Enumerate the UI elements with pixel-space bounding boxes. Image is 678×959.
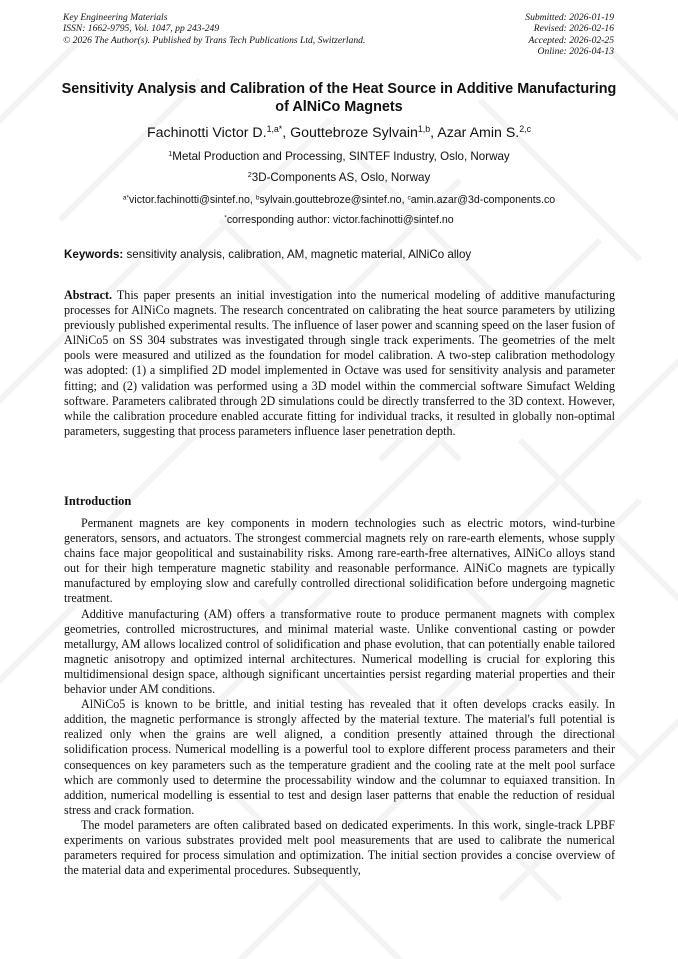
author-list xyxy=(40,124,638,142)
submitted-date: Submitted: 2026-01-19 xyxy=(525,12,614,23)
email-mark: b xyxy=(255,194,260,202)
issn-line: ISSN: 1662-9795, Vol. 1047, pp 243-249 xyxy=(63,23,220,35)
affiliation-text: Metal Production and Processing, SINTEF Industry, Oslo, Norway xyxy=(172,150,510,163)
email-separator: , xyxy=(401,194,408,206)
author-separator: , xyxy=(430,125,438,141)
introduction-paragraph: Additive manufacturing (AM) offers a transformative route to produce permanent magnets with complex geometries, controlled microstructures, and minimal material waste. Unlike conventional casting or powder metallurgy, AM allows localized control of solidification and phase evolution, that can potentially enable tailored magnetic anisotropy and optimized internal architectures. Numerical modelling is crucial for exploring this multidimensional design space, although significant uncertainties persist regarding material properties and their behavior under AM conditions. xyxy=(64,606,615,697)
section-heading-introduction: Introduction xyxy=(64,494,132,508)
corresponding-mark: * xyxy=(224,214,227,222)
author-affiliation-mark: 1,b xyxy=(417,124,431,135)
copyright-line: © 2026 The Author(s). Published by Trans Tech Publications Ltd, Switzerland. xyxy=(63,34,366,46)
affiliation-text: 3D-Components AS, Oslo, Norway xyxy=(251,171,431,184)
keywords-text: sensitivity analysis, calibration, AM, magnetic material, AlNiCo alloy xyxy=(123,248,472,261)
corresponding-text: corresponding author: victor.fachinotti@sintef.no xyxy=(226,214,454,226)
dates-header xyxy=(525,12,614,57)
journal-header xyxy=(63,12,365,46)
keywords xyxy=(64,248,616,262)
journal-name: Key Engineering Materials xyxy=(63,12,168,23)
paper-title: Sensitivity Analysis and Calibration of the Heat Source in Additive Manufacturing of AlNiCo Magnets xyxy=(61,81,617,115)
email-line xyxy=(40,193,638,207)
email-mark: c xyxy=(407,194,411,202)
introduction-paragraph: AlNiCo5 is known to be brittle, and initial testing has revealed that it often develops cracks easily. In addition, the magnetic performance is strongly affected by the material texture. The material's full potential is realized only when the grains are well aligned, a condition presently attained through the directional solidification process. Numerical modelling is a powerful tool to explore different process parameters and their consequences on key parameters such as the temperature gradient and the cooling rate at the melt pool surface which are commonly used to determine the processability window and the columnar to equiaxed transition. In addition, numerical modelling is essential to test and design laser patterns that enable the reduction of residual stress and crack formation. xyxy=(64,697,615,817)
affiliation-mark: 1 xyxy=(168,149,173,159)
introduction-body xyxy=(64,516,615,878)
online-date: Online: 2026-04-13 xyxy=(537,45,614,57)
email-link[interactable]: amin.azar@3d-components.co xyxy=(410,194,556,206)
corresponding-author xyxy=(40,213,638,227)
affiliation-2 xyxy=(40,171,638,185)
author-affiliation-mark: 1,a* xyxy=(266,124,283,135)
author-name: Gouttebroze Sylvain xyxy=(290,125,418,141)
affiliation-1 xyxy=(40,150,638,164)
affiliation-mark: 2 xyxy=(247,170,252,180)
email-separator: , xyxy=(249,194,256,206)
email-mark: a* xyxy=(122,194,130,202)
email-link[interactable]: victor.fachinotti@sintef.no xyxy=(129,194,250,206)
introduction-paragraph: Permanent magnets are key components in modern technologies such as electric motors, wind-turbine generators, sensors, and actuators. The strongest commercial magnets rely on rare-earth elements, whose supply chains face major geopolitical and sustainability risks. Among rare-earth-free alternatives, AlNiCo alloys stand out for their high temperature magnetic stability and reasonable performance. AlNiCo magnets are typically manufactured by employing slow and carefully controlled directional solidification before undergoing magnetic treatment. xyxy=(64,516,615,606)
abstract-text: This paper presents an initial investigation into the numerical modeling of additive manufacturing processes for AlNiCo magnets. The research concentrated on calibrating the heat source parameters by utilizing previously published experimental results. The influence of laser power and scanning speed on the laser fusion of AlNiCo5 on SS 304 substrates was investigated through single track experiments. The geometries of the melt pools were measured and utilized as the foundation for model calibration. A two-step calibration methodology was adopted: (1) a simplified 2D model implemented in Octave was used for sensitivity analysis and parameter fitting; and (2) validation was performed using a 3D model within the commercial software Simufact Welding software. Parameters calibrated through 2D simulations could be directly transferred to the 3D context. However, while the calibration procedure enabled accurate fitting for individual tracks, it resulted in globally non-optimal parameters, suggesting that process parameters influence laser penetration depth. xyxy=(64,288,615,438)
keywords-label: Keywords: xyxy=(64,248,124,261)
abstract xyxy=(64,288,615,439)
author-affiliation-mark: 2,c xyxy=(519,124,531,135)
introduction-paragraph: The model parameters are often calibrated based on dedicated experiments. In this work, single-track LPBF experiments on various substrates provided melt pool measurements that are used to calibrate the numerical parameters required for process simulation and optimization. The initial section provides a concise overview of the material data and experimental procedures. Subsequently, xyxy=(64,817,615,878)
revised-date: Revised: 2026-02-16 xyxy=(533,23,614,35)
author-separator: , xyxy=(282,125,291,141)
author-name: Fachinotti Victor D. xyxy=(146,125,267,141)
accepted-date: Accepted: 2026-02-25 xyxy=(528,34,614,46)
author-name: Azar Amin S. xyxy=(437,125,520,141)
abstract-label: Abstract. xyxy=(64,288,113,302)
email-link[interactable]: sylvain.gouttebroze@sintef.no xyxy=(259,194,402,206)
